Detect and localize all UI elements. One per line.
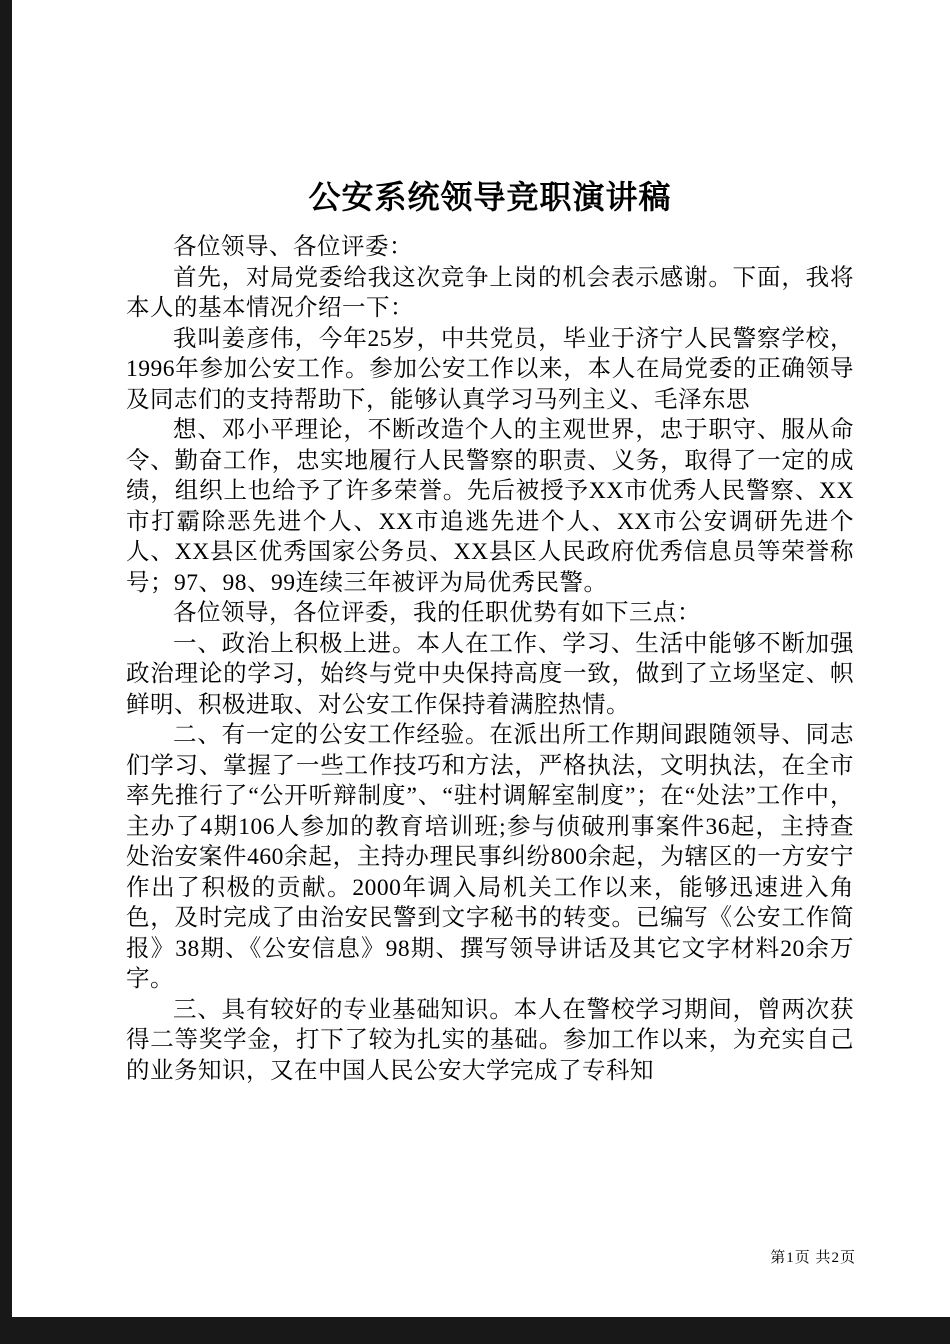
paragraph: 各位领导、各位评委： xyxy=(173,234,413,261)
document-page xyxy=(12,0,950,1317)
window-edge-bottom-bar xyxy=(0,1317,950,1344)
paragraph: 三、具有较好的专业基础知识。本人在警校学习期间，曾两次获得二等奖学金，打下了较为扎实的基础。参加工作以来，为充实自己的业务知识，又在中国人民公安大学完成了专科知 xyxy=(126,996,854,1084)
window-edge-left-bar xyxy=(0,0,12,1344)
paragraph: 想、邓小平理论，不断改造个人的主观世界，忠于职守、服从命令、勤奋工作，忠实地履行人民警察的职责、义务，取得了一定的成绩，组织上也给予了许多荣誉。先后被授予XX市优秀人民警察、XX市打霸除恶先进个人、XX市追逃先进个人、XX市公安调研先进个人、XX县区优秀国家公务员、XX县区人民政府优秀信息员等荣誉称号；97、98、99连续三年被评为局优秀民警。 xyxy=(126,417,854,596)
page-title: 公安系统领导竞职演讲稿 xyxy=(308,179,672,215)
paragraph: 一、政治上积极上进。本人在工作、学习、生活中能够不断加强政治理论的学习，始终与党中央保持高度一致，做到了立场坚定、帜鲜明、积极进取、对公安工作保持着满腔热情。 xyxy=(126,630,854,718)
paragraph: 二、有一定的公安工作经验。在派出所工作期间跟随领导、同志们学习、掌握了一些工作技巧和方法，严格执法，文明执法，在全市率先推行了“公开听辩制度”、“驻村调解室制度”；在“处法”工作中，主办了4期106人参加的教育培训班;参与侦破刑事案件36起，主持查处治安案件460余起，主持办理民事纠纷800余起，为辖区的一方安宁作出了积极的贡献。2000年调入局机关工作以来，能够迅速进入角色，及时完成了由治安民警到文字秘书的转变。已编写《公安工作简报》38期、《公安信息》98期、撰写领导讲话及其它文字材料20余万字。 xyxy=(126,722,854,993)
page-number-indicator: 第1页 共2页 xyxy=(770,1250,856,1266)
paragraph: 首先，对局党委给我这次竞争上岗的机会表示感谢。下面，我将本人的基本情况介绍一下： xyxy=(126,264,854,322)
document-body xyxy=(126,232,854,1086)
paragraph: 我叫姜彦伟，今年25岁，中共党员，毕业于济宁人民警察学校，1996年参加公安工作。参加公安工作以来，本人在局党委的正确领导及同志们的支持帮助下，能够认真学习马列主义、毛泽东思 xyxy=(126,325,854,413)
paragraph: 各位领导，各位评委，我的任职优势有如下三点： xyxy=(173,600,701,627)
